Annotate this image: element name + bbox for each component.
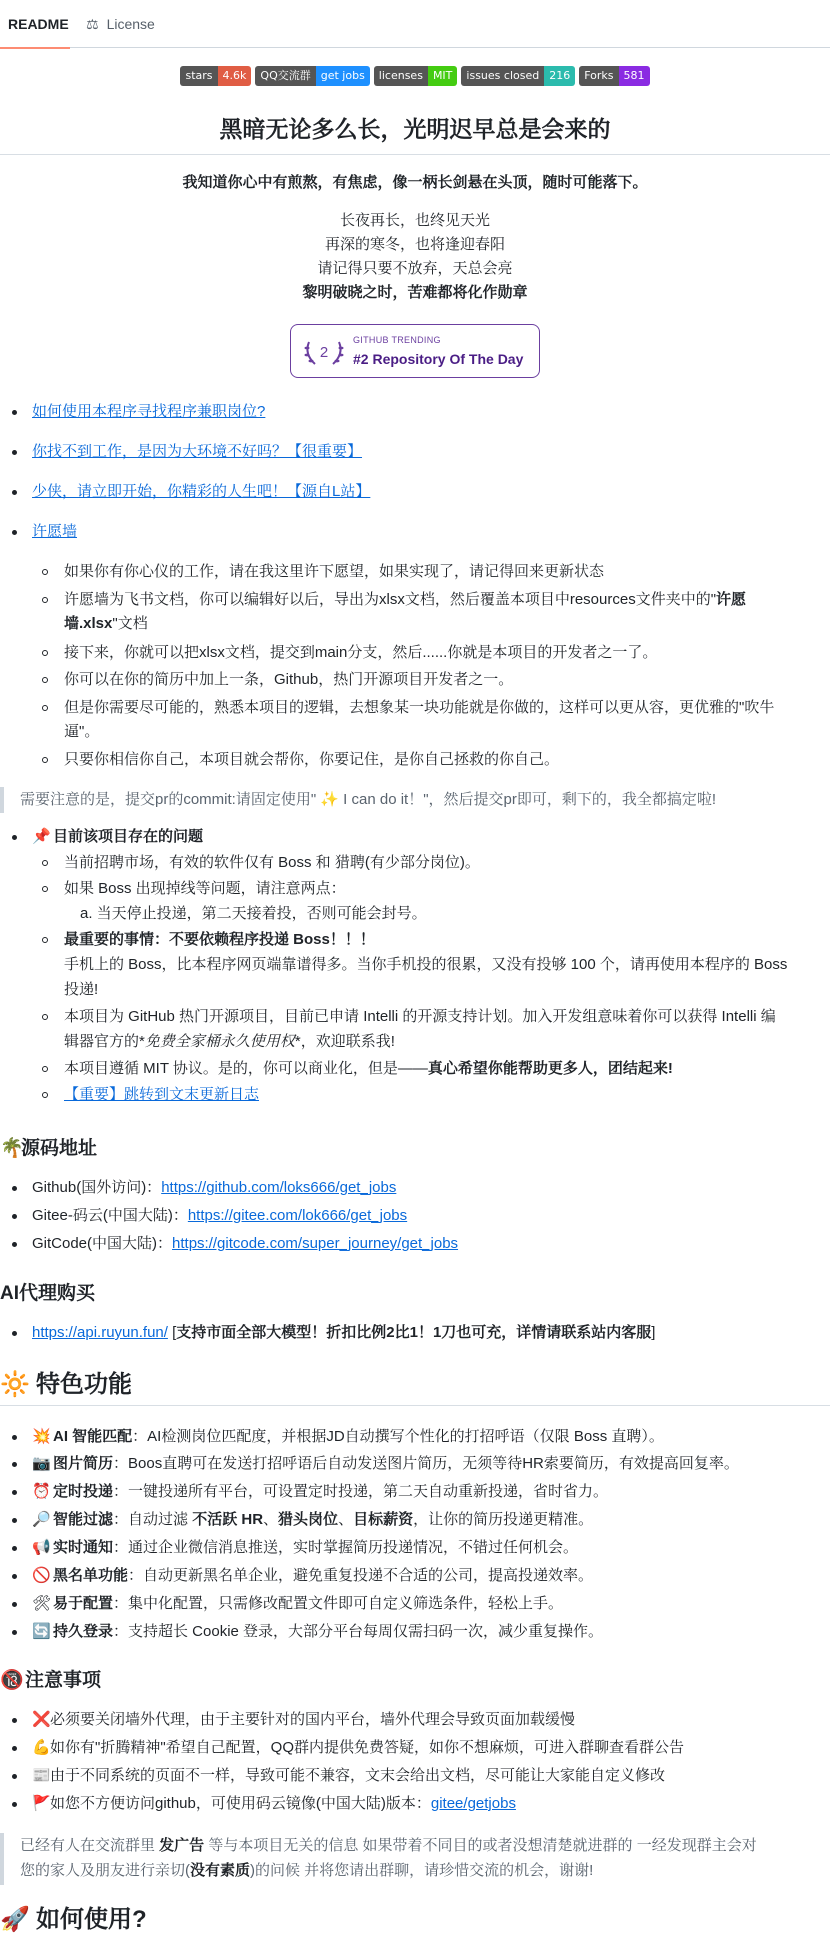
problem-item-4-italic: 免费全家桶永久使用权 xyxy=(144,1033,295,1050)
feature-name: 实时通知 xyxy=(53,1539,114,1556)
ai-link[interactable]: https://api.ruyun.fun/ xyxy=(32,1324,168,1341)
sun-icon: 🔆 xyxy=(0,1371,30,1398)
wish-item-2-cont xyxy=(64,613,148,636)
ai-heading: AI代理购买 xyxy=(0,1283,96,1304)
link-environment[interactable]: 你找不到工作，是因为大环境不好吗？【很重要】 xyxy=(32,443,363,460)
badge-stars-label: stars xyxy=(180,66,217,86)
feature-name: 图片简历 xyxy=(53,1455,114,1472)
quote-bold: 没有素质 xyxy=(190,1862,251,1879)
note-text: 如你有"折腾精神"希望自己配置，QQ群内提供免费答疑，如你不想麻烦，可进入群聊查看群公告 xyxy=(50,1739,684,1756)
trending-rank: 2 xyxy=(319,344,329,361)
source-title: 源码地址 xyxy=(21,1138,98,1159)
note-item-qq xyxy=(32,1737,684,1760)
feature-name: 持久登录 xyxy=(53,1623,114,1640)
source-heading xyxy=(0,1135,97,1164)
howto-heading xyxy=(0,1902,147,1938)
feature-bold: 猎头岗位 xyxy=(278,1511,339,1528)
sub-bullet xyxy=(42,757,48,763)
github-trending-badge[interactable] xyxy=(290,324,540,378)
tab-bar xyxy=(0,0,830,48)
poem-line-1: 长夜再长，也终见天光 xyxy=(339,212,490,229)
source-gitcode-label: GitCode(中国大陆)： xyxy=(32,1235,173,1252)
howto-title: 如何使用? xyxy=(36,1906,147,1933)
scale-icon: ⚖ xyxy=(86,15,99,32)
badge-forks-value: 581 xyxy=(619,66,650,86)
camera-icon: 📷 xyxy=(32,1455,51,1472)
quote-bold: 发广告 xyxy=(159,1837,205,1854)
tab-readme-label: README xyxy=(8,15,69,32)
features-divider xyxy=(0,1405,830,1406)
source-github-label: Github(国外访问)： xyxy=(32,1179,162,1196)
rocket-icon: 🚀 xyxy=(0,1906,30,1933)
bullet xyxy=(12,450,17,455)
problem-item-2: 如果 Boss 出现掉线等问题，请注意两点： xyxy=(64,880,346,897)
note-text: 必须要关闭墙外代理，由于主要针对的国内平台，墙外代理会导致页面加载缓慢 xyxy=(50,1711,576,1728)
wish-item-2 xyxy=(64,589,746,612)
bullet xyxy=(12,1435,17,1440)
feature-desc: ：支持超长 Cookie 登录，大部分平台每周仅需扫码一次，减少重复操作。 xyxy=(113,1623,604,1640)
wish-item-2-bold-cont: 墙.xlsx xyxy=(64,615,113,632)
badge-issues-label: issues closed xyxy=(461,66,544,86)
feature-desc: ：自动更新黑名单企业，避免重复投递不合适的公司，提高投递效率。 xyxy=(128,1567,594,1584)
wish-item-2-tail: "文档 xyxy=(112,615,148,632)
palm-tree-icon: 🌴 xyxy=(0,1138,24,1159)
newspaper-icon: 📰 xyxy=(32,1767,51,1784)
sub-bullet xyxy=(42,597,48,603)
wish-item-2-text: 许愿墙为飞书文档，你可以编辑好以后，导出为xlsx文档，然后覆盖本项目中resources文件夹中的" xyxy=(64,591,717,608)
feature-desc: ：集中化配置，只需修改配置文件即可自定义筛选条件，轻松上手。 xyxy=(113,1595,564,1612)
tab-license-label: License xyxy=(106,15,155,32)
source-gitee-link[interactable]: https://gitee.com/lok666/get_jobs xyxy=(187,1207,408,1224)
feature-sep: 、 xyxy=(338,1511,354,1528)
tab-readme[interactable] xyxy=(0,0,70,48)
note-text: 如您不方便访问github，可使用码云镜像(中国大陆)版本： xyxy=(50,1795,431,1812)
features-heading xyxy=(0,1367,132,1403)
feature-name: 定时投递 xyxy=(53,1483,114,1500)
problems-title: 目前该项目存在的问题 xyxy=(53,828,204,845)
features-title: 特色功能 xyxy=(36,1371,132,1398)
feature-name: AI 智能匹配 xyxy=(53,1428,133,1445)
problem-item-5-text: 本项目遵循 MIT 协议。是的，你可以商业化，但是—— xyxy=(64,1060,428,1077)
intro-bold-line: 我知道你心中有煎熬，有焦虑，像一柄长剑悬在头顶，随时可能落下。 xyxy=(182,174,648,191)
badge-forks[interactable] xyxy=(579,66,649,86)
feature-item-ai-match xyxy=(32,1426,664,1449)
title-divider xyxy=(0,154,830,155)
sub-bullet xyxy=(42,886,48,892)
tools-icon: 🛠 xyxy=(32,1595,52,1612)
pushpin-icon: 📌 xyxy=(32,828,51,845)
sub-bullet xyxy=(42,569,48,575)
note-item-proxy xyxy=(32,1709,575,1732)
flexed-biceps-icon: 💪 xyxy=(32,1739,51,1756)
badge-qq-label: QQ交流群 xyxy=(255,66,315,86)
notes-title: 注意事项 xyxy=(25,1670,102,1691)
bullet xyxy=(12,1462,17,1467)
sub-bullet xyxy=(42,1092,48,1098)
badge-qq[interactable] xyxy=(255,66,369,86)
problem-item-2a: a. 当天停止投递，第二天接着投，否则可能会封号。 xyxy=(80,905,427,922)
feature-item-notify xyxy=(32,1537,578,1560)
source-github xyxy=(32,1177,396,1200)
feature-item-image-resume xyxy=(32,1453,739,1476)
feature-item-login xyxy=(32,1621,603,1644)
problem-item-1: 当前招聘市场，有效的软件仅有 Boss 和 猎聘(有少部分岗位)。 xyxy=(64,854,480,871)
bullet xyxy=(12,1331,17,1336)
ai-bracket-close: ] xyxy=(651,1324,656,1341)
refresh-icon: 🔄 xyxy=(32,1623,51,1640)
feature-desc: ：Boos直聘可在发送打招呼语后自动发送图片简历，无须等待HR索要简历，有效提高回复率。 xyxy=(113,1455,739,1472)
flag-icon: 🚩 xyxy=(32,1795,51,1812)
badge-license-label: licenses xyxy=(374,66,428,86)
wish-item-4: 你可以在你的简历中加上一条，Github，热门开源项目开发者之一。 xyxy=(64,671,514,688)
bullet xyxy=(12,1774,17,1779)
wish-item-3: 接下来，你就可以把xlsx文档，提交到main分支，然后......你就是本项目的开发者之一了。 xyxy=(64,644,658,661)
quote-text: )的问候 并将您请出群聊，请珍惜交流的机会，谢谢! xyxy=(250,1862,594,1879)
megaphone-icon: 📢 xyxy=(32,1539,51,1556)
sub-bullet xyxy=(42,1066,48,1072)
commit-note-quote: 需要注意的是，提交pr的commit:请固定使用" ✨ I can do it！"，然后提交pr即可，剩下的，我全都搞定啦! xyxy=(0,787,830,813)
link-wish-wall[interactable]: 许愿墙 xyxy=(32,523,78,540)
problem-item-3: 最重要的事情：不要依赖程序投递 Boss！！！ xyxy=(64,931,375,948)
note-text: 由于不同系统的页面不一样，导致可能不兼容，文末会给出文档，尽可能让大家能自定义修改 xyxy=(50,1767,666,1784)
laurel-icon xyxy=(301,334,347,370)
note-item-compat xyxy=(32,1765,665,1788)
link-part-time[interactable]: 如何使用本程序寻找程序兼职岗位? xyxy=(32,403,266,420)
poem-line-2: 再深的寒冬，也将逢迎春阳 xyxy=(324,236,505,253)
feature-desc: ：自动过滤 xyxy=(113,1511,193,1528)
feature-name: 黑名单功能 xyxy=(53,1567,129,1584)
feature-bold: 不活跃 HR xyxy=(192,1511,264,1528)
wish-item-6: 只要你相信你自己，本项目就会帮你，你要记住，是你自己拯救的你自己。 xyxy=(64,751,560,768)
sub-bullet xyxy=(42,937,48,943)
badge-license-value: MIT xyxy=(428,66,457,86)
link-start-life[interactable]: 少侠，请立即开始，你精彩的人生吧！【源自L站】 xyxy=(32,483,371,500)
badge-stars-value: 4.6k xyxy=(218,66,252,86)
gitee-mirror-link[interactable]: gitee/getjobs xyxy=(430,1795,516,1812)
source-gitee-label: Gitee-码云(中国大陆)： xyxy=(32,1207,188,1224)
badge-issues-value: 216 xyxy=(544,66,575,86)
problem-item-4-pre: 辑器官方的* xyxy=(64,1033,145,1050)
bullet xyxy=(12,1518,17,1523)
feature-bold: 目标薪资 xyxy=(353,1511,414,1528)
trending-small-label: GITHUB TRENDING xyxy=(353,335,441,345)
badge-stars[interactable] xyxy=(180,66,251,86)
feature-sep: 、 xyxy=(263,1511,279,1528)
feature-item-schedule xyxy=(32,1481,608,1504)
wish-item-2-bold: 许愿 xyxy=(716,591,747,608)
bullet xyxy=(12,1574,17,1579)
page-title: 黑暗无论多么长，光明迟早总是会来的 xyxy=(219,116,611,142)
problems-heading xyxy=(32,826,203,849)
bullet xyxy=(12,1242,17,1247)
badge-license[interactable] xyxy=(374,66,458,86)
feature-desc-tail: ，让你的简历投递更精准。 xyxy=(413,1511,594,1528)
bullet xyxy=(12,1630,17,1635)
bullet xyxy=(12,410,17,415)
link-changelog[interactable]: 【重要】跳转到文末更新日志 xyxy=(64,1086,260,1103)
feature-name: 智能过滤 xyxy=(53,1511,114,1528)
sub-bullet xyxy=(42,705,48,711)
feature-desc: ：一键投递所有平台，可设置定时投递，第二天自动重新投递，省时省力。 xyxy=(113,1483,609,1500)
sub-bullet xyxy=(42,1014,48,1020)
feature-item-filter xyxy=(32,1509,593,1532)
badge-qq-value: get jobs xyxy=(316,66,370,86)
note-item-mirror xyxy=(32,1793,516,1816)
bullet xyxy=(12,1718,17,1723)
feature-desc: ：通过企业微信消息推送，实时掌握简历投递情况，不错过任何机会。 xyxy=(113,1539,579,1556)
poem-line-bold: 黎明破晓之时，苦难都将化作勋章 xyxy=(302,284,528,301)
source-gitcode xyxy=(32,1233,458,1256)
bullet xyxy=(12,1214,17,1219)
group-warning-quote xyxy=(0,1833,830,1885)
quote-text: 等与本项目无关的信息 如果带着不同目的或者没想清楚就进群的 一经发现群主会对 xyxy=(204,1837,757,1854)
wish-item-1: 如果你有你心仪的工作，请在我这里许下愿望，如果实现了，请记得回来更新状态 xyxy=(64,563,605,580)
problem-item-5-bold: 真心希望你能帮助更多人，团结起来! xyxy=(427,1060,673,1077)
problem-item-3-body: 手机上的 Boss，比本程序网页端靠谱得多。当你手机投的很累，又没有投够 100 个，请再使用本程序的 Boss xyxy=(64,956,788,973)
wish-item-5: 但是你需要尽可能的，熟悉本项目的逻辑，去想象某一块功能就是你做的，这样可以更从容，更优雅的"吹牛 xyxy=(64,699,775,716)
bullet xyxy=(12,1746,17,1751)
poem-line-3: 请记得只要不放弃，天总会亮 xyxy=(317,260,513,277)
badge-issues[interactable] xyxy=(461,66,575,86)
prohibited-icon: 🚫 xyxy=(32,1567,51,1584)
problem-item-4-cont xyxy=(64,1031,395,1054)
ai-bracket-open: [ xyxy=(167,1324,177,1341)
bullet xyxy=(12,490,17,495)
sub-bullet xyxy=(42,650,48,656)
notes-heading xyxy=(0,1667,101,1696)
alarm-clock-icon: ⏰ xyxy=(32,1483,51,1500)
bullet xyxy=(12,1186,17,1191)
problem-item-3-cont: 投递! xyxy=(64,981,99,998)
group-warning-line-2 xyxy=(20,1858,830,1883)
problem-item-4-tail: *，欢迎联系我! xyxy=(294,1033,395,1050)
problem-item-4: 本项目为 GitHub 热门开源项目，目前已申请 Intelli 的开源支持计划。加入开发组意味着你可以获得 Intelli 编 xyxy=(64,1008,776,1025)
wish-item-5-cont: 逼"。 xyxy=(64,723,100,740)
feature-item-blacklist xyxy=(32,1565,593,1588)
badge-forks-label: Forks xyxy=(579,66,618,86)
source-github-link[interactable]: https://github.com/loks666/get_jobs xyxy=(161,1179,397,1196)
bullet xyxy=(12,835,17,840)
source-gitee xyxy=(32,1205,407,1228)
bullet xyxy=(12,1602,17,1607)
tab-license[interactable] xyxy=(86,0,155,48)
group-warning-line-1 xyxy=(20,1833,830,1858)
sub-bullet xyxy=(42,860,48,866)
quote-text: 您的家人及朋友进行亲切( xyxy=(20,1862,190,1879)
bullet xyxy=(12,530,17,535)
feature-item-config xyxy=(32,1593,563,1616)
feature-name: 易于配置 xyxy=(53,1595,114,1612)
bullet xyxy=(12,1802,17,1807)
badge-row xyxy=(0,66,830,86)
ai-item xyxy=(32,1322,655,1345)
problem-item-5 xyxy=(64,1058,673,1081)
sub-bullet xyxy=(42,677,48,683)
no-under-18-icon: 🔞 xyxy=(0,1670,24,1691)
cross-mark-icon: ❌ xyxy=(32,1711,51,1728)
source-gitcode-link[interactable]: https://gitcode.com/super_journey/get_jobs xyxy=(172,1235,459,1252)
bullet xyxy=(12,1546,17,1551)
trending-big-label: #2 Repository Of The Day xyxy=(353,351,524,367)
bullet xyxy=(12,1490,17,1495)
ai-text: 支持市面全部大模型！折扣比例2比1！1刀也可充，详情请联系站内客服 xyxy=(176,1324,652,1341)
quote-text: 已经有人在交流群里 xyxy=(20,1837,160,1854)
feature-desc: ：AI检测岗位匹配度，并根据JD自动撰写个性化的打招呼语（仅限 Boss 直聘）。 xyxy=(132,1428,664,1445)
collision-icon: 💥 xyxy=(32,1428,51,1445)
magnifier-icon: 🔎 xyxy=(32,1511,51,1528)
